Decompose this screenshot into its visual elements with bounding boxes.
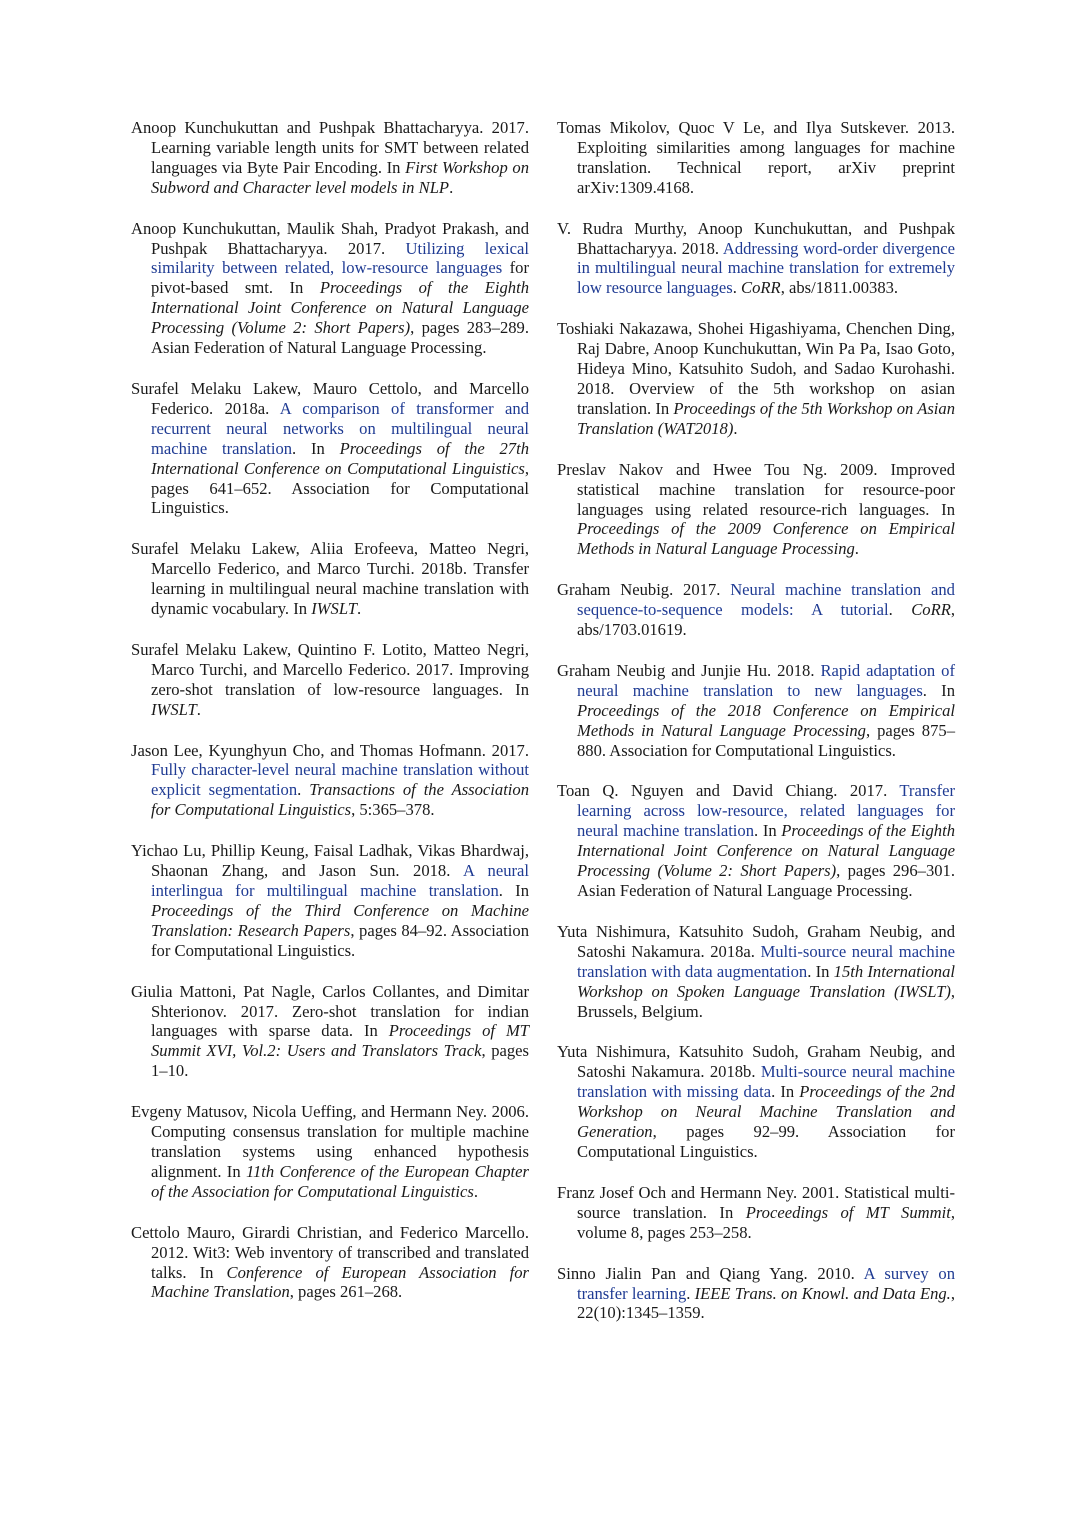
reference-text: Preslav Nakov and Hwee Tou Ng. 2009. Improved statistical machine translation for resource-poor languages using related resource-rich languages. In [557,459,955,519]
references-left-column [131,118,529,1323]
reference-venue: Proceedings of MT Summit XVI, Vol.2: Users and Translators Track [151,1021,530,1061]
reference-text: Franz Josef Och and Hermann Ney. 2001. Statistical multi-source translation. In [557,1182,955,1222]
reference-text: , Brussels, Belgium. [577,981,955,1021]
reference-text: , pages 84–92. Association for Computational Linguistics. [151,920,529,960]
reference-venue: Proceedings of the 2009 Conference on Empirical Methods in Natural Language Processing [577,519,955,559]
reference-link[interactable]: Addressing word-order divergence in multilingual neural machine translation for extremely low resource languages [577,238,955,298]
reference-entry [557,1183,955,1243]
reference-text: , pages 92–99. Association for Computational Linguistics. [577,1122,955,1161]
reference-entry [131,982,529,1082]
reference-venue: Proceedings of the 27th International Conference on Computational Linguistics [151,438,529,478]
reference-entry [131,1223,529,1303]
reference-link[interactable]: Neural machine translation and sequence-to-sequence models: A tutorial [577,580,955,620]
reference-text: , 5:365–378. [351,800,435,820]
reference-text: , abs/1811.00383. [780,278,899,298]
reference-text: , abs/1703.01619. [577,600,955,640]
reference-venue: Proceedings of the 2018 Conference on Empirical Methods in Natural Language Processing [577,700,955,740]
reference-text: , pages 261–268. [289,1282,403,1302]
reference-venue: Proceedings of the 2nd Workshop on Neural Machine Translation and Generation [577,1082,955,1142]
reference-entry [557,1264,955,1324]
reference-entry [131,219,529,358]
reference-text: . In [754,821,782,841]
reference-text: . [297,780,310,800]
reference-venue: CoRR [911,600,951,620]
reference-text: , pages 641–652. Association for Computational Linguistics. [151,458,529,518]
reference-entry [131,379,529,518]
reference-link[interactable]: Rapid adaptation of neural machine translation to new languages [577,660,955,700]
reference-venue: Proceedings of the 5th Workshop on Asian Translation (WAT2018) [577,398,955,438]
reference-text: Evgeny Matusov, Nicola Ueffing, and Hermann Ney. 2006. Computing consensus translation for multiple machine translation systems using enhanced hypothesis alignment. In [131,1102,529,1181]
reference-entry [557,781,955,900]
reference-text: . In [807,961,834,981]
reference-venue: CoRR [741,278,781,298]
reference-entry [557,922,955,1022]
reference-text: , pages 875–880. Association for Computational Linguistics. [577,720,955,760]
reference-entry [131,539,529,619]
reference-entry [131,741,529,821]
reference-venue: Proceedings of the Third Conference on Machine Translation: Research Papers [151,900,529,940]
reference-venue: IWSLT [151,699,197,719]
reference-text: . [473,1181,478,1201]
reference-text: Toan Q. Nguyen and David Chiang. 2017. [557,781,900,801]
reference-text: Anoop Kunchukuttan and Pushpak Bhattacharyya. 2017. Learning variable length units for SMT between related languages via Byte Pair Encoding. In [131,118,529,177]
reference-text: . In [498,881,530,900]
reference-entry [557,219,955,299]
reference-entry [131,1102,529,1202]
reference-text: Jason Lee, Kyunghyun Cho, and Thomas Hofmann. 2017. [131,740,529,760]
reference-entry [131,118,529,198]
reference-text: . [732,278,742,298]
reference-link[interactable]: Transfer learning across low-resource, related languages for neural machine translation [577,781,955,841]
reference-venue: IWSLT [311,599,357,619]
reference-text: Yuta Nishimura, Katsuhito Sudoh, Graham Neubig, and Satoshi Nakamura. 2018a. [557,921,955,961]
reference-text: , pages 296–301. Asian Federation of Natural Language Processing. [577,861,955,900]
reference-link[interactable]: A neural interlingua for multilingual machine translation [151,861,529,900]
reference-text: Anoop Kunchukuttan, Maulik Shah, Pradyot Prakash, and Pushpak Bhattacharyya. 2017. [131,218,529,258]
references-right-column [557,118,955,1344]
reference-text: . [733,418,738,438]
reference-link[interactable]: Multi-source neural machine translation with missing data [577,1062,955,1102]
reference-link[interactable]: Fully character-level neural machine translation without explicit segmentation [151,760,529,800]
reference-text: , pages 1–10. [151,1041,529,1081]
reference-venue: Proceedings of the Eighth International Joint Conference on Natural Language Processing (Volume 2: Short Papers) [577,821,955,881]
reference-text: Toshiaki Nakazawa, Shohei Higashiyama, Chenchen Ding, Raj Dabre, Anoop Kunchukuttan, Win Pa Pa, Isao Goto, Hideya Mino, Katsuhito Sudoh, and Sadao Kurohashi. 2018. Overview of the 5th workshop on asian translation. In [557,319,955,418]
reference-link[interactable]: A comparison of transformer and recurrent neural networks on multilingual neural machine translation [151,398,529,458]
reference-text: , volume 8, pages 253–258. [577,1202,955,1242]
reference-entry [557,1042,955,1161]
reference-text: Surafel Melaku Lakew, Quintino F. Lotito, Matteo Negri, Marco Turchi, and Marcello Federico. 2017. Improving zero-shot translation of low-resource languages. In [131,639,529,699]
reference-text: . In [922,680,956,700]
reference-text: Giulia Mattoni, Pat Nagle, Carlos Collantes, and Dimitar Shterionov. 2017. Zero-shot translation for indian languages with sparse data. In [131,981,529,1041]
reference-entry [131,640,529,720]
reference-text: . In [292,438,340,458]
reference-text: , 22(10):1345–1359. [577,1283,955,1323]
reference-text: . [196,699,201,719]
reference-venue: First Workshop on Subword and Character level models in NLP [151,157,529,197]
reference-venue: 15th International Workshop on Spoken Language Translation (IWSLT) [577,961,955,1001]
reference-venue: 11th Conference of the European Chapter of the Association for Computational Linguistics [151,1161,529,1201]
reference-text: V. Rudra Murthy, Anoop Kunchukuttan, and Pushpak Bhattacharyya. 2018. [557,218,955,258]
reference-text: Surafel Melaku Lakew, Mauro Cettolo, and Marcello Federico. 2018a. [131,378,529,418]
reference-text: . In [771,1082,800,1102]
reference-link[interactable]: A survey on transfer learning [577,1263,955,1303]
reference-text: Graham Neubig. 2017. [557,580,731,600]
reference-text: . [356,599,362,619]
reference-text: . [854,539,859,559]
reference-text: Sinno Jialin Pan and Qiang Yang. 2010. [557,1263,864,1283]
reference-entry [131,841,529,960]
reference-text: . [888,600,912,620]
reference-text: . [686,1283,695,1303]
reference-venue: Transactions of the Association for Computational Linguistics [151,780,530,820]
reference-entry [557,460,955,560]
reference-text: , pages 283–289. Asian Federation of Natural Language Processing. [151,318,529,358]
reference-text: Graham Neubig and Junjie Hu. 2018. [557,660,821,680]
reference-entry [557,319,955,438]
reference-link[interactable]: Utilizing lexical similarity between related, low-resource languages [151,238,529,278]
reference-text: Yuta Nishimura, Katsuhito Sudoh, Graham Neubig, and Satoshi Nakamura. 2018b. [557,1042,955,1082]
reference-entry [557,661,955,761]
reference-link[interactable]: Multi-source neural machine translation with data augmentation [577,941,955,981]
reference-venue: Proceedings of MT Summit [745,1202,951,1222]
reference-text: Tomas Mikolov, Quoc V Le, and Ilya Sutskever. 2013. Exploiting similarities among languages for machine translation. Technical report, arXiv preprint arXiv:1309.4168. [557,118,955,197]
reference-text: Cettolo Mauro, Girardi Christian, and Federico Marcello. 2012. Wit3: Web inventory of transcribed and translated talks. In [131,1222,529,1282]
reference-text: Surafel Melaku Lakew, Aliia Erofeeva, Matteo Negri, Marcello Federico, and Marco Turchi. 2018b. Transfer learning in multilingual neural machine translation with dynamic vocabulary. In [131,539,529,619]
reference-venue: Conference of European Association for Machine Translation [151,1262,530,1302]
reference-text: for pivot-based smt. In [151,258,530,298]
reference-venue: IEEE Trans. on Knowl. and Data Eng. [694,1283,951,1303]
reference-entry [557,118,955,198]
reference-text: . [449,177,454,197]
reference-entry [557,580,955,640]
reference-text: Yichao Lu, Phillip Keung, Faisal Ladhak, Vikas Bhardwaj, Shaonan Zhang, and Jason Sun. 2018. [131,841,529,881]
reference-venue: Proceedings of the Eighth International Joint Conference on Natural Language Processing (Volume 2: Short Papers) [151,278,530,338]
